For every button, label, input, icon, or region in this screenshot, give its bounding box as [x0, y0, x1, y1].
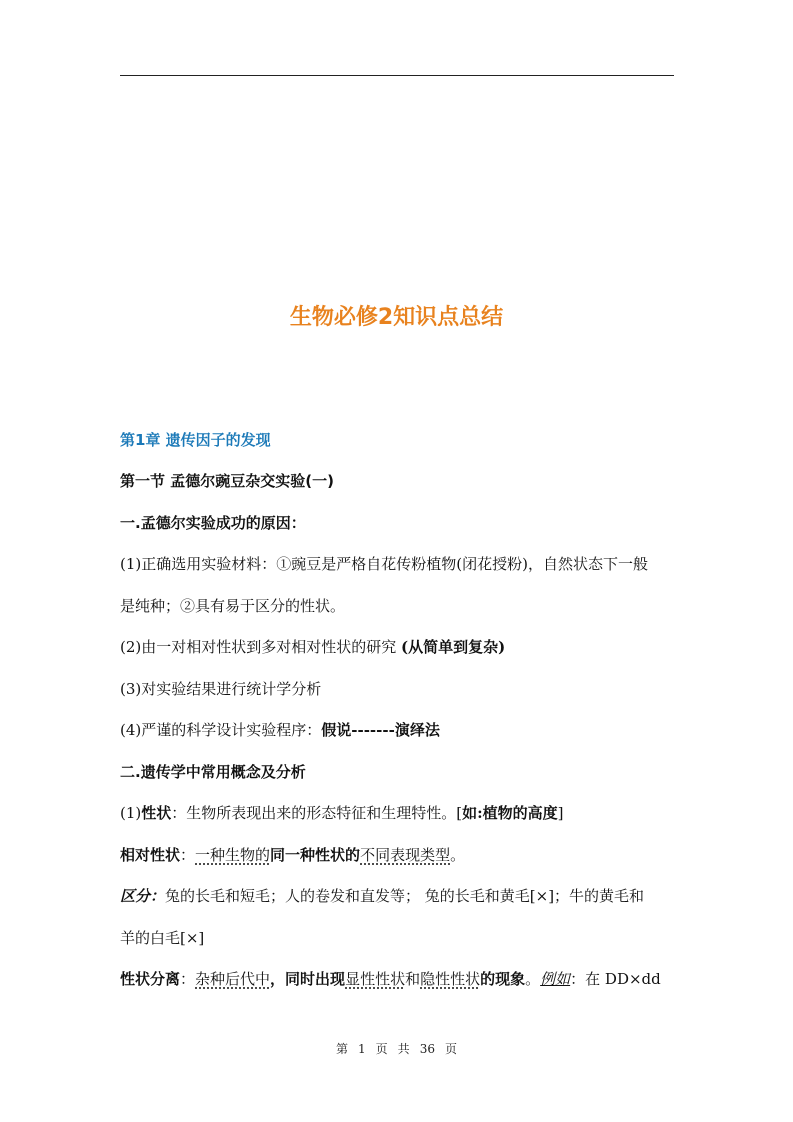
part2-heading: 二.遗传学中常用概念及分析 — [120, 763, 306, 781]
trait-example: 如:植物的高度 — [462, 804, 558, 822]
segregation-p2: ，同时出现 — [270, 970, 346, 988]
footer-page-num: 1 — [358, 1042, 366, 1056]
chapter-heading: 第1章 遗传因子的发现 — [120, 431, 271, 449]
item2 — [120, 637, 676, 657]
section-heading: 第一节 孟德尔豌豆杂交实验(一) — [120, 472, 334, 490]
relative-trait-definition — [120, 845, 676, 865]
trait-term: 性状 — [141, 804, 172, 822]
relative-term: 相对性状 — [120, 846, 181, 864]
segregation-example-label: 例如 — [540, 970, 571, 988]
item1-line1: (1)正确选用实验材料：①豌豆是严格自花传粉植物(闭花授粉)，自然状态下一般 — [120, 555, 648, 573]
footer-total-num: 36 — [419, 1042, 435, 1056]
segregation-sep: ： — [180, 970, 196, 988]
trait-end: ] — [557, 804, 564, 822]
relative-sep: ： — [180, 846, 196, 864]
segregation-p5: 隐性性状 — [420, 970, 481, 988]
document-title: 生物必修2知识点总结 — [289, 305, 504, 330]
footer-page-unit: 页 — [375, 1042, 388, 1056]
header-rule — [120, 75, 674, 76]
footer-total-unit: 页 — [444, 1042, 457, 1056]
item4-bold: 假说-------演绎法 — [321, 721, 440, 739]
relative-p4: 。 — [450, 846, 466, 864]
relative-p1: 一种生物的 — [195, 846, 271, 864]
part1-heading: 一.孟德尔实验成功的原因： — [120, 514, 306, 532]
distinguish-term: 区分： — [120, 887, 166, 905]
item4-text: (4)严谨的科学设计实验程序： — [120, 721, 322, 739]
item2-bold: (从简单到复杂) — [401, 638, 506, 656]
item1-line2: 是纯种；②具有易于区分的性状。 — [120, 597, 346, 615]
distinguish-line1 — [120, 886, 676, 906]
trait-def: ：生物所表现出来的形态特征和生理特性。[ — [171, 804, 463, 822]
trait-definition — [120, 803, 676, 823]
trait-prefix: (1) — [120, 804, 142, 822]
segregation-p7: 。 — [525, 970, 541, 988]
segregation-definition — [120, 969, 676, 989]
page-footer — [0, 1040, 793, 1057]
segregation-term: 性状分离 — [120, 970, 181, 988]
segregation-p3: 显性性状 — [345, 970, 406, 988]
segregation-p6: 的现象 — [480, 970, 526, 988]
footer-total-label: 共 — [397, 1042, 410, 1056]
footer-page-label: 第 — [336, 1042, 349, 1056]
item2-text: (2)由一对相对性状到多对相对性状的研究 — [120, 638, 402, 656]
item4 — [120, 720, 676, 740]
segregation-p8: ：在 DD×dd — [570, 970, 661, 988]
segregation-p1: 杂种后代中 — [195, 970, 271, 988]
segregation-p4: 和 — [405, 970, 421, 988]
item3: (3)对实验结果进行统计学分析 — [120, 680, 322, 698]
relative-p3: 不同表现类型 — [360, 846, 451, 864]
distinguish-line2: 羊的白毛[×] — [120, 929, 205, 947]
distinguish-text1: 兔的长毛和短毛；人的卷发和直发等； 兔的长毛和黄毛[×]；牛的黄毛和 — [165, 887, 645, 905]
relative-p2: 同一种性状的 — [270, 846, 361, 864]
